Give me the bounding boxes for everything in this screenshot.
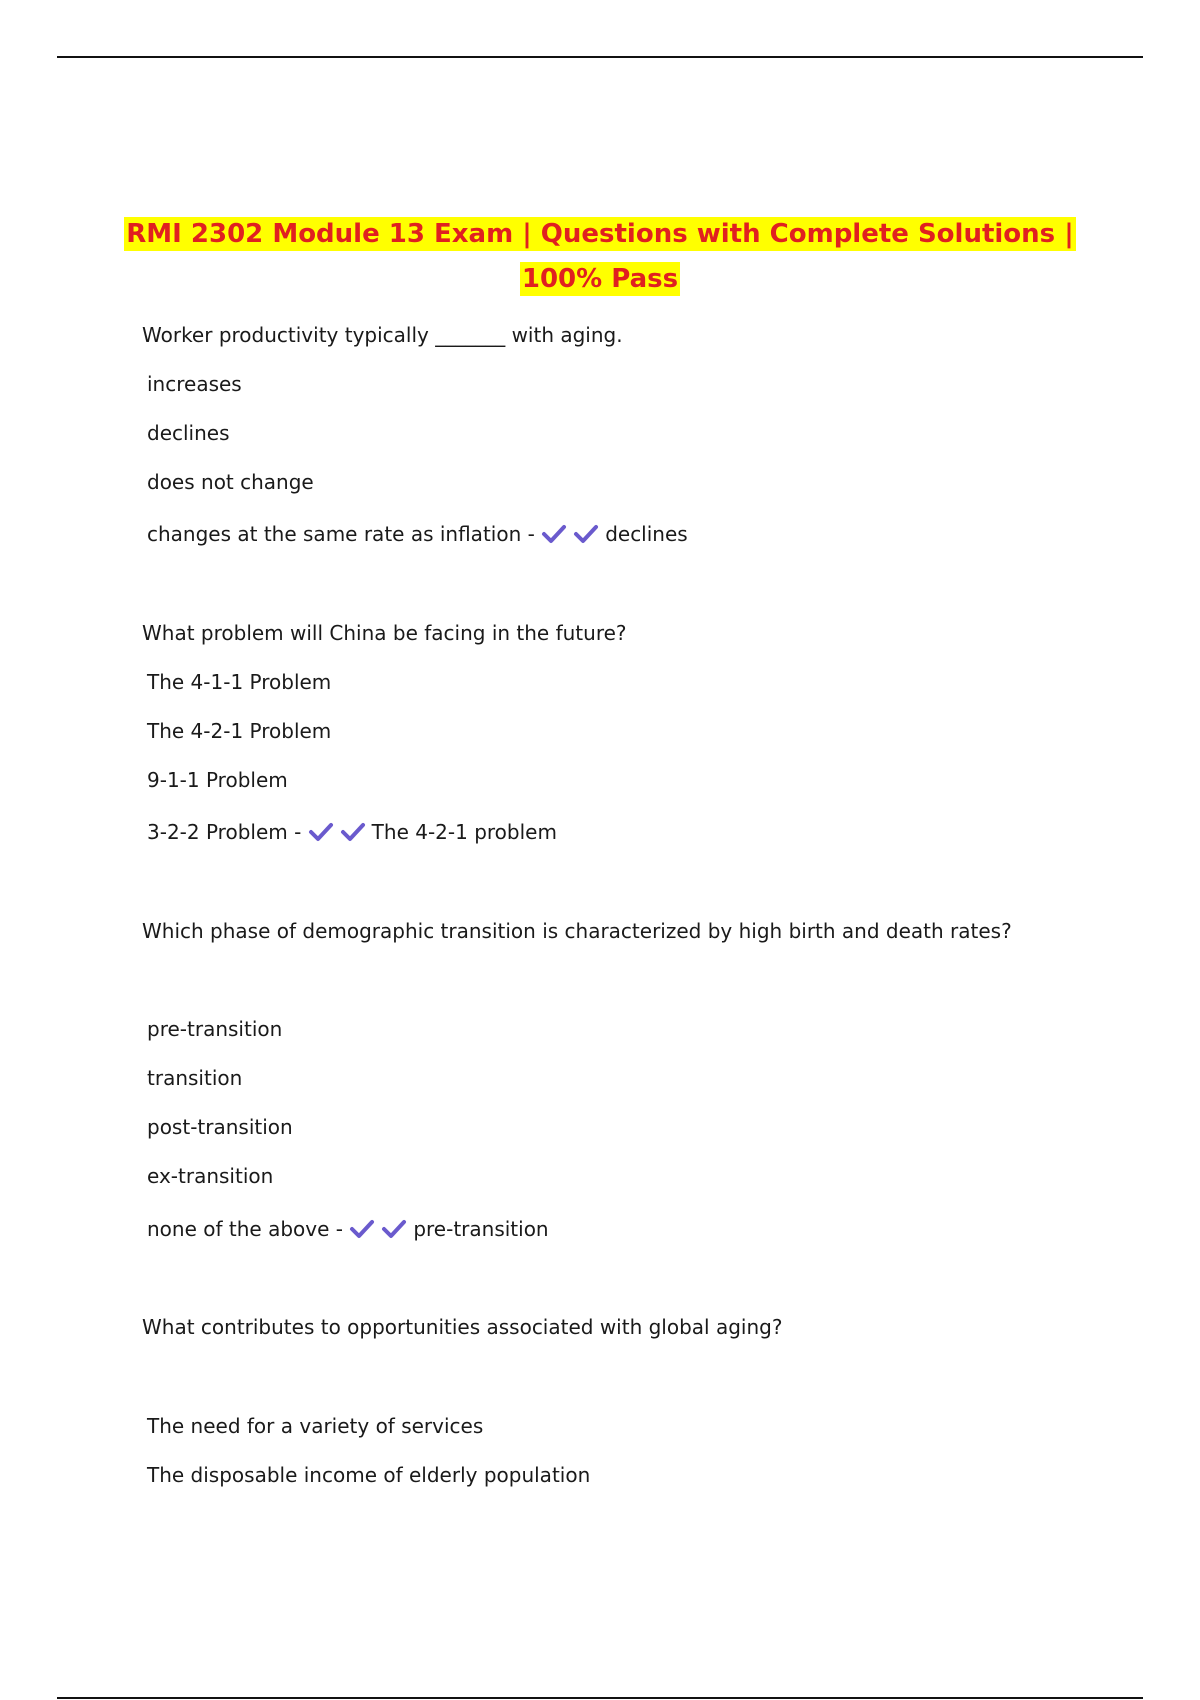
answer-option: increases [147,372,242,396]
answer-option: transition [147,1066,243,1090]
answer-option-with-solution [147,521,688,547]
correct-answer: pre-transition [413,1217,549,1241]
correct-answer: declines [605,522,688,546]
answer-option: The disposable income of elderly population [147,1463,591,1487]
question-text: What problem will China be facing in the future? [142,621,627,645]
correct-answer: The 4-2-1 problem [371,820,557,844]
question-text: Which phase of demographic transition is characterized by high birth and death rates? [142,919,1012,943]
answer-option-with-solution [147,1216,549,1242]
answer-option: pre-transition [147,1017,283,1041]
answer-option: The 4-2-1 Problem [147,719,332,743]
checkmark-icon [349,1218,375,1240]
footer-rule [57,1697,1143,1699]
answer-option: changes at the same rate as inflation - [147,522,542,546]
checkmark-icon [573,523,599,545]
checkmark-icon [340,821,366,843]
checkmark-icon [308,821,334,843]
title-line-1: RMI 2302 Module 13 Exam | Questions with Complete Solutions | [126,219,1074,249]
answer-option: The need for a variety of services [147,1414,484,1438]
answer-option: 9-1-1 Problem [147,768,288,792]
answer-option: none of the above - [147,1217,350,1241]
title-line-2: 100% Pass [521,264,679,294]
answer-option: The 4-1-1 Problem [147,670,332,694]
answer-option-with-solution [147,819,557,845]
answer-option: 3-2-2 Problem - [147,820,308,844]
answer-option: does not change [147,470,314,494]
checkmark-icon [381,1218,407,1240]
question-text: What contributes to opportunities associated with global aging? [142,1315,783,1339]
answer-option: ex-transition [147,1164,274,1188]
answer-option: declines [147,421,230,445]
checkmark-icon [541,523,567,545]
answer-option: post-transition [147,1115,293,1139]
question-text: Worker productivity typically _______ with aging. [142,323,623,347]
